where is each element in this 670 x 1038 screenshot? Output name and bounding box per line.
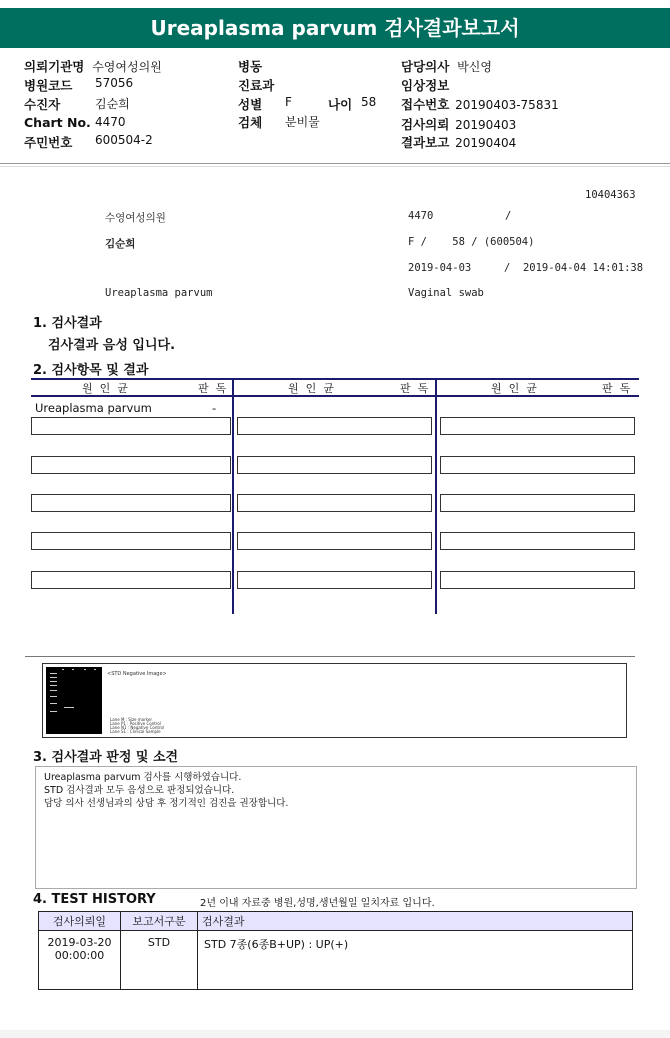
patient-value: 김순희 [95, 97, 130, 111]
report-value: 20190404 [455, 136, 517, 150]
hospital-row [24, 57, 162, 75]
image-divider [25, 656, 635, 657]
info-test: Ureaplasma parvum [105, 287, 213, 299]
hospital-label: 의뢰기관명 [24, 59, 85, 74]
empty-cell [31, 532, 231, 550]
empty-cell [237, 417, 432, 435]
history-col-date: 검사의뢰일 [39, 912, 121, 931]
report-label: 결과보고 [401, 135, 450, 150]
empty-cell [31, 571, 231, 589]
specimen-label: 검체 [238, 115, 263, 130]
gel-legend-1: Lane M : Size marker [110, 717, 153, 722]
sex-label: 성별 [238, 97, 263, 112]
grid-divider-2 [435, 378, 437, 614]
col-pathogen-3: 원 인 균 [491, 382, 537, 395]
empty-cell [237, 456, 432, 474]
info-chart: 4470 [408, 210, 434, 222]
info-slash: / [505, 210, 512, 222]
info-patient: 김순희 [105, 238, 136, 250]
table-row [39, 931, 633, 990]
section1-result: 검사결과 음성 입니다. [48, 338, 176, 353]
chart-label: Chart No. [24, 115, 91, 130]
dept-label: 진료과 [238, 78, 275, 93]
age-label: 나이 [328, 97, 353, 112]
empty-cell [440, 571, 635, 589]
history-type: STD [121, 931, 198, 990]
section3-title: 3. 검사결과 판정 및 소견 [33, 750, 179, 765]
empty-cell [237, 494, 432, 512]
col-result-3: 판 독 [602, 382, 631, 395]
patient-label: 수진자 [24, 97, 61, 112]
empty-cell [237, 532, 432, 550]
gel-image [46, 667, 102, 734]
history-col-result: 검사결과 [198, 912, 633, 931]
col-pathogen-1: 원 인 균 [82, 382, 128, 395]
empty-cell [31, 494, 231, 512]
header-divider-shadow [0, 166, 670, 167]
history-header-row [39, 912, 633, 931]
comment-line: 담당 의사 선생님과의 상담 후 정기적인 검진을 권장합니다. [44, 798, 289, 809]
history-date-cell [39, 931, 121, 990]
comment-line: STD 검사결과 모두 음성으로 판정되었습니다. [44, 785, 235, 796]
gel-image-frame [42, 663, 627, 738]
gel-legend-2: Lane P1 : Positive Control [110, 721, 161, 726]
code-value: 57056 [95, 76, 134, 90]
section4-title: 4. TEST HISTORY [33, 892, 156, 907]
col-result-1: 판 독 [198, 382, 227, 395]
col-result-2: 판 독 [400, 382, 429, 395]
info-date-received: 2019-04-03 [408, 262, 472, 274]
request-value: 20190403 [455, 118, 517, 132]
report-id: 10404363 [585, 189, 636, 201]
grid-divider-1 [232, 378, 234, 614]
empty-cell [440, 532, 635, 550]
history-col-type: 보고서구분 [121, 912, 198, 931]
specimen-value: 분비물 [285, 115, 320, 129]
doctor-label: 담당의사 [401, 59, 450, 74]
history-date: 2019-03-20 [47, 936, 112, 949]
col-pathogen-2: 원 인 균 [288, 382, 334, 395]
age-value: 58 [361, 95, 377, 109]
clinical-label: 임상정보 [401, 78, 450, 93]
empty-cell [237, 571, 432, 589]
idnum-value: 600504-2 [95, 133, 153, 147]
empty-cell [31, 417, 231, 435]
empty-cell [440, 494, 635, 512]
sex-value: F [285, 95, 292, 109]
empty-cell [440, 456, 635, 474]
empty-cell [440, 417, 635, 435]
history-note: 2년 이내 자료중 병원,성명,생년월일 일치자료 입니다. [200, 898, 435, 909]
chart-value: 4470 [95, 115, 126, 129]
receipt-value: 20190403-75831 [455, 98, 559, 112]
history-table [38, 911, 633, 990]
info-clinic: 수영여성의원 [105, 212, 166, 224]
idnum-label: 주민번호 [24, 135, 73, 150]
ward-label: 병동 [238, 59, 263, 74]
result-row-value: - [212, 401, 217, 415]
code-label: 병원코드 [24, 78, 73, 93]
gel-legend-4: Lane S1 : Clinical Sample [110, 729, 161, 734]
history-result: STD 7종(6종B+UP) : UP(+) [198, 931, 633, 990]
history-time: 00:00:00 [54, 949, 105, 962]
receipt-label: 접수번호 [401, 97, 450, 112]
info-date-report: / 2019-04-04 14:01:38 [504, 262, 644, 274]
request-label: 검사의뢰 [401, 117, 450, 132]
empty-cell [31, 456, 231, 474]
result-row-name: Ureaplasma parvum [35, 401, 152, 415]
gel-caption: <STD Negative Image> [107, 671, 167, 677]
hospital-value: 수영여성의원 [92, 60, 162, 74]
gel-legend-3: Lane N1 : Negative Control [110, 725, 165, 730]
section2-title: 2. 검사항목 및 결과 [33, 363, 149, 378]
info-sexage: F / 58 / (600504) [408, 236, 535, 248]
header-divider [0, 163, 670, 164]
section1-title: 1. 검사결과 [33, 316, 102, 331]
report-title: Ureaplasma parvum 검사결과보고서 [0, 8, 670, 48]
comment-line: Ureaplasma parvum 검사를 시행하였습니다. [44, 772, 242, 783]
comment-box [35, 766, 637, 889]
info-specimen: Vaginal swab [408, 287, 484, 299]
doctor-value: 박신영 [457, 60, 492, 74]
